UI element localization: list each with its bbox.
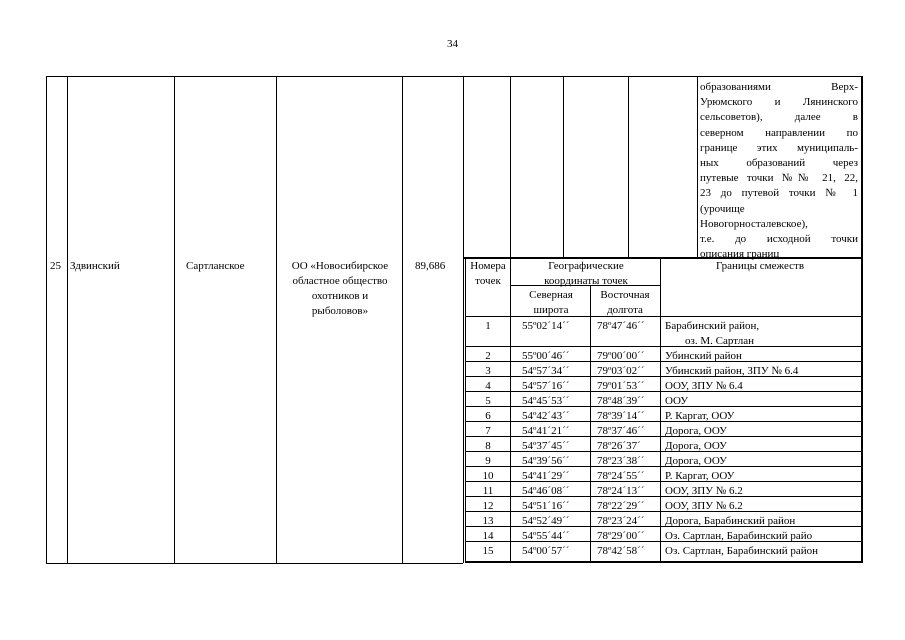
latitude-value: 54º37´45´´ (522, 440, 570, 452)
point-number: 2 (485, 350, 491, 362)
continuation-line: описания границ (700, 248, 780, 261)
point-number: 12 (482, 500, 494, 512)
latitude-value: 54º51´16´´ (522, 500, 570, 512)
continuation-line: (урочище (700, 202, 745, 215)
grid-line (46, 76, 47, 563)
page-number: 34 (447, 38, 458, 50)
border-description: Оз. Сартлан, Барабинский райо (665, 530, 813, 542)
continuation-line: сельсоветов), далее в (700, 111, 858, 124)
header-line: точек (475, 275, 501, 287)
header-line: координаты точек (544, 275, 628, 287)
latitude-value: 54º42´43´´ (522, 410, 570, 422)
grid-line (276, 76, 277, 563)
latitude-value: 54º00´57´´ (522, 545, 570, 557)
longitude-value: 78º42´58´´ (597, 545, 645, 557)
grid-line (861, 76, 863, 257)
grid-line (697, 76, 698, 257)
longitude-value: 78º23´24´´ (597, 515, 645, 527)
point-number: 7 (485, 425, 491, 437)
point-number: 15 (482, 545, 494, 557)
border-description: Убинский район, ЗПУ № 6.4 (665, 365, 799, 377)
organization-line: ОО «Новосибирское (291, 260, 389, 272)
continuation-line: образованиями Верх- (700, 81, 858, 93)
border-description: Дорога, Барабинский район (665, 515, 796, 527)
longitude-value: 79º01´53´´ (597, 380, 645, 392)
header-point-numbers (466, 259, 510, 289)
organization-line: областное общество (292, 275, 388, 287)
longitude-value: 78º23´38´´ (597, 455, 645, 467)
latitude-value: 54º52´49´´ (522, 515, 570, 527)
latitude-value: 54º46´08´´ (522, 485, 570, 497)
border-description: Дорога, ООУ (665, 425, 727, 437)
point-number: 3 (485, 365, 491, 377)
border-description: оз. М. Сартлан (685, 335, 754, 347)
continuation-line: границе этих муниципаль- (700, 141, 858, 154)
header-line: Номера (470, 260, 506, 272)
longitude-value: 78º47´46´´ (597, 320, 645, 332)
header-latitude (512, 288, 590, 318)
continuation-border-description (700, 80, 858, 262)
grid-line (563, 76, 564, 257)
longitude-value: 78º39´14´´ (597, 410, 645, 422)
organization-line: рыболовов» (311, 305, 369, 317)
grid-line (465, 346, 862, 347)
continuation-line: т.е. до исходной точки (700, 232, 858, 245)
longitude-value: 78º37´46´´ (597, 425, 645, 437)
border-description: ООУ (665, 395, 689, 407)
header-line: широта (533, 304, 569, 316)
record-district: Здвинский (70, 260, 120, 272)
continuation-line: ных образований через (700, 156, 858, 169)
record-organization (280, 259, 400, 319)
organization-line: охотников и (311, 290, 369, 302)
latitude-value: 54º41´29´´ (522, 470, 570, 482)
point-number: 13 (482, 515, 494, 527)
continuation-line: 23 до путевой точки № 1 (700, 187, 858, 200)
grid-line (465, 561, 862, 563)
grid-line (861, 257, 863, 563)
header-line: Географические (548, 260, 624, 272)
grid-line (463, 76, 464, 563)
header-longitude (590, 288, 660, 318)
border-description: ООУ, ЗПУ № 6.4 (665, 380, 743, 392)
longitude-value: 78º48´39´´ (597, 395, 645, 407)
record-settlement: Сартланское (186, 260, 245, 272)
grid-line (510, 257, 511, 562)
border-description: Дорога, ООУ (665, 440, 727, 452)
continuation-line: Урюмского и Лянинского (700, 96, 858, 109)
point-number: 9 (485, 455, 491, 467)
grid-line (67, 76, 68, 563)
latitude-value: 54º57´34´´ (522, 365, 570, 377)
border-description: Дорога, ООУ (665, 455, 727, 467)
grid-line (590, 285, 591, 562)
continuation-line: путевые точки №№ 21, 22, (700, 172, 858, 185)
latitude-value: 54º41´21´´ (522, 425, 570, 437)
latitude-value: 54º57´16´´ (522, 380, 570, 392)
header-geo-coordinates (512, 259, 660, 289)
longitude-value: 78º24´55´´ (597, 470, 645, 482)
border-description: Барабинский район, (665, 320, 760, 332)
point-number: 8 (485, 440, 491, 452)
grid-line (628, 76, 629, 257)
longitude-value: 78º24´13´´ (597, 485, 645, 497)
longitude-value: 78º22´29´´ (597, 500, 645, 512)
grid-line (46, 563, 463, 564)
continuation-line: северном направлении по (700, 126, 858, 139)
record-area: 89,686 (415, 260, 446, 272)
latitude-value: 55º00´46´´ (522, 350, 570, 362)
border-description: ООУ, ЗПУ № 6.2 (665, 500, 743, 512)
header-borders: Границы смежеств (715, 260, 805, 272)
latitude-value: 54º39´56´´ (522, 455, 570, 467)
border-description: Р. Каргат, ООУ (665, 470, 735, 482)
border-description: Оз. Сартлан, Барабинский район (665, 545, 819, 557)
point-number: 10 (482, 470, 494, 482)
longitude-value: 79º00´00´´ (597, 350, 645, 362)
point-number: 11 (482, 485, 494, 497)
border-description: Убинский район (665, 350, 742, 362)
point-number: 5 (485, 395, 491, 407)
border-description: ООУ, ЗПУ № 6.2 (665, 485, 743, 497)
grid-line (46, 76, 862, 77)
longitude-value: 78º29´00´´ (597, 530, 645, 542)
grid-line (510, 76, 511, 257)
header-line: долгота (607, 304, 643, 316)
point-number: 14 (482, 530, 494, 542)
latitude-value: 55º02´14´´ (522, 320, 570, 332)
point-number: 6 (485, 410, 491, 422)
longitude-value: 79º03´02´´ (597, 365, 645, 377)
longitude-value: 78º26´37´ (597, 440, 641, 452)
latitude-value: 54º45´53´´ (522, 395, 570, 407)
continuation-line: Новогорносталевское), (700, 217, 808, 230)
header-line: Восточная (600, 289, 650, 301)
grid-line (402, 76, 403, 563)
point-number: 1 (485, 320, 491, 332)
point-number: 4 (485, 380, 491, 392)
header-line: Северная (529, 289, 573, 301)
latitude-value: 54º55´44´´ (522, 530, 570, 542)
border-description: Р. Каргат, ООУ (665, 410, 735, 422)
grid-line (174, 76, 175, 563)
record-number: 25 (50, 260, 61, 272)
